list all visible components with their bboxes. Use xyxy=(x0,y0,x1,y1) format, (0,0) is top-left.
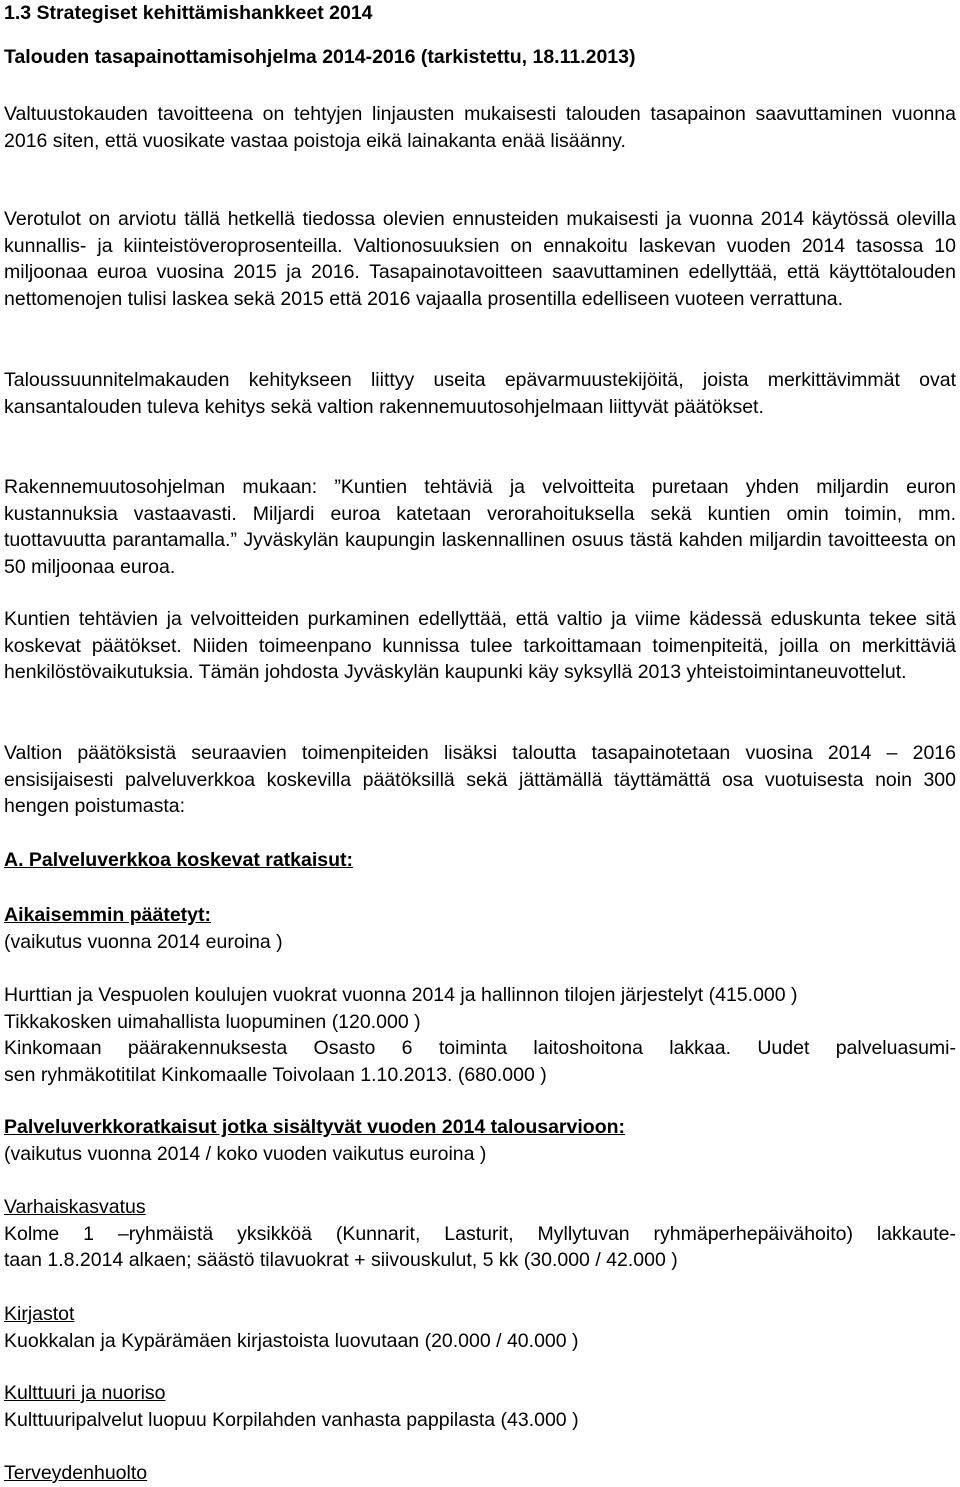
budget-block xyxy=(4,1114,956,1167)
category-libraries xyxy=(4,1301,956,1354)
program-title: Talouden tasapainottamisohjelma 2014-2016 (tarkistettu, 18.11.2013) xyxy=(4,46,636,68)
paragraph-uncertainties: Taloussuunnitelmakauden kehitykseen liittyy useita epävarmuustekijöitä, joista merkittävimmät ovat kansantalouden tuleva kehitys sekä valtion rakennemuutosohjelmaan liittyvät päätökset. xyxy=(4,369,956,418)
category-title: Kulttuuri ja nuoriso xyxy=(4,1382,166,1404)
section-a-heading: A. Palveluverkkoa koskevat ratkaisut: xyxy=(4,849,354,871)
category-healthcare xyxy=(4,1460,956,1487)
previously-decided-block xyxy=(4,902,956,955)
previously-decided-items xyxy=(4,982,956,1088)
list-item: Hurttian ja Vespuolen koulujen vuokrat vuonna 2014 ja hallinnon tilojen järjestelyt (415.000 ) xyxy=(4,984,798,1006)
section-heading: 1.3 Strategiset kehittämishankkeet 2014 xyxy=(4,2,373,24)
list-item: Kolme 1 –ryhmäistä yksikköä (Kunnarit, Lasturit, Myllytuvan ryhmäperhepäivähoito) lakkaute- xyxy=(4,1222,956,1245)
paragraph-obligations: Kuntien tehtävien ja velvoitteiden purkaminen edellyttää, että valtio ja viime kädessä eduskunta tekee sitä koskevat päätökset. Niiden toimeenpano kunnissa tulee tarkoittamaan toimenpiteitä, joilla on merkittäviä henkilöstövaikutuksia. Tämän johdosta Jyväskylän kaupunki käy syksyllä 2013 yhteistoimintaneuvottelut. xyxy=(4,608,956,683)
list-item: Kuokkalan ja Kypärämäen kirjastoista luovutaan (20.000 / 40.000 ) xyxy=(4,1329,579,1352)
list-item: Kinkomaan päärakennuksesta Osasto 6 toiminta laitoshoitona lakkaa. Uudet palveluasumi- xyxy=(4,1037,956,1059)
list-item: Tikkakosken uimahallista luopuminen (120.000 ) xyxy=(4,1010,421,1033)
paragraph-structural-program: Rakennemuutosohjelman mukaan: ”Kuntien tehtäviä ja velvoitteita puretaan yhden miljardin euron kustannuksia vastaavasti. Miljardi euroa katetaan verorahoituksella sekä kuntien omin toimin, mm. tuottavuutta parantamalla.” Jyväskylän kaupungin laskennallinen osuus tästä kahden miljardin tavoitteesta on 50 miljoonaa euroa. xyxy=(4,476,956,578)
category-culture-youth xyxy=(4,1380,956,1433)
category-title: Varhaiskasvatus xyxy=(4,1196,146,1218)
list-item: sen ryhmäkotitilat Kinkomaalle Toivolaan 1.10.2013. (680.000 ) xyxy=(4,1063,547,1086)
list-item: Kulttuuripalvelut luopuu Korpilahden vanhasta pappilasta (43.000 ) xyxy=(4,1408,579,1431)
category-title: Terveydenhuolto xyxy=(4,1462,148,1484)
paragraph-tax-revenue: Verotulot on arviotu tällä hetkellä tiedossa olevien ennusteiden mukaisesti ja vuonna 2014 käytössä olevilla kunnallis- ja kiinteistöveroprosenteilla. Valtionosuuksien on ennakoitu laskevan vuoden 2014 tasossa 10 miljoonaa euroa vuosina 2015 ja 2016. Tasapainotavoitteen saavuttaminen edellyttää, että käyttötalouden nettomenojen tulisi laskea sekä 2015 että 2016 vajaalla prosentilla edelliseen vuoteen verrattuna. xyxy=(4,208,956,310)
budget-title: Palveluverkkoratkaisut jotka sisältyvät vuoden 2014 talousarvioon: xyxy=(4,1116,626,1138)
paragraph-budget-goal: Valtuustokauden tavoitteena on tehtyjen linjausten mukaisesti talouden tasapainon saavuttaminen vuonna 2016 siten, että vuosikate vastaa poistoja eikä lainakanta enää lisäänny. xyxy=(4,103,956,152)
budget-note: (vaikutus vuonna 2014 / koko vuoden vaikutus euroina ) xyxy=(4,1142,487,1165)
paragraph-balancing-measures: Valtion päätöksistä seuraavien toimenpiteiden lisäksi taloutta tasapainotetaan vuosina 2014 – 2016 ensisijaisesti palveluverkkoa koskevilla päätöksillä sekä jättämällä täyttämättä osa vuotuisesta noin 300 hengen poistumasta: xyxy=(4,742,956,817)
previously-decided-title: Aikaisemmin päätetyt: xyxy=(4,904,211,926)
category-early-education xyxy=(4,1194,956,1274)
list-item: taan 1.8.2014 alkaen; säästö tilavuokrat + siivouskulut, 5 kk (30.000 / 42.000 ) xyxy=(4,1249,678,1271)
previously-decided-note: (vaikutus vuonna 2014 euroina ) xyxy=(4,930,283,953)
category-title: Kirjastot xyxy=(4,1303,75,1325)
